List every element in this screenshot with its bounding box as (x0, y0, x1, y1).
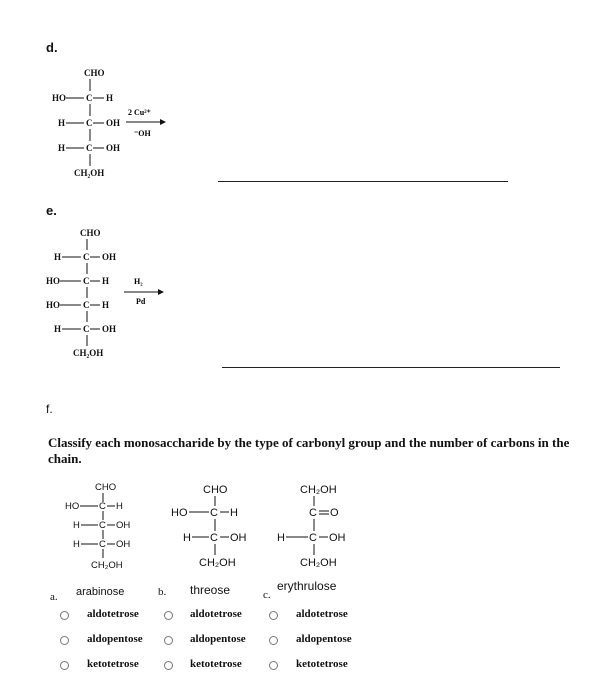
option-c-aldopentose[interactable]: aldopentose (296, 633, 352, 645)
name-erythrulose: erythrulose (277, 579, 337, 593)
d-reagent-top: 2 Cu²⁺ (128, 108, 151, 117)
radio-b-aldotetrose[interactable] (164, 611, 173, 620)
radio-a-aldopentose[interactable] (60, 636, 69, 645)
svg-text:OH: OH (329, 532, 346, 544)
svg-text:CHO: CHO (95, 482, 117, 493)
svg-text:CH₂OH: CH₂OH (91, 560, 123, 571)
structure-c (272, 480, 372, 580)
svg-text:HO: HO (65, 501, 80, 512)
svg-text:C: C (86, 93, 93, 103)
svg-text:H: H (116, 501, 123, 512)
name-threose: threose (190, 583, 231, 597)
svg-text:C: C (83, 324, 90, 334)
svg-text:H: H (54, 252, 62, 262)
section-f-label: f. (46, 402, 53, 416)
option-a-ketotetrose[interactable]: ketotetrose (87, 658, 139, 670)
svg-text:HO: HO (52, 93, 67, 103)
section-d-label: d. (46, 40, 58, 55)
option-b-aldopentose[interactable]: aldopentose (190, 633, 246, 645)
svg-text:OH: OH (116, 539, 131, 550)
svg-text:C: C (309, 507, 317, 519)
svg-text:OH: OH (102, 324, 117, 334)
svg-text:OH: OH (106, 143, 121, 153)
svg-text:H: H (102, 276, 110, 286)
structure-a (55, 478, 155, 578)
svg-text:H: H (277, 532, 285, 544)
answer-line-e[interactable] (222, 367, 560, 368)
svg-text:C: C (86, 118, 93, 128)
svg-text:CH₂OH: CH₂OH (300, 484, 337, 496)
radio-c-ketotetrose[interactable] (269, 661, 278, 670)
svg-text:H: H (73, 520, 80, 531)
svg-text:C: C (99, 539, 106, 550)
e-bottom-group: CH₂OH (73, 348, 104, 358)
svg-text:C: C (309, 532, 317, 544)
svg-text:OH: OH (106, 118, 121, 128)
option-b-ketotetrose[interactable]: ketotetrose (190, 658, 242, 670)
letter-a: a. (50, 591, 58, 603)
radio-c-aldopentose[interactable] (269, 636, 278, 645)
radio-a-aldotetrose[interactable] (60, 611, 69, 620)
section-e-label: e. (46, 203, 57, 218)
svg-text:H: H (54, 324, 62, 334)
option-a-aldotetrose[interactable]: aldotetrose (87, 608, 139, 620)
d-bottom-group: CH₂OH (74, 168, 105, 178)
svg-text:CH₂OH: CH₂OH (300, 557, 337, 569)
svg-text:H: H (73, 539, 80, 550)
radio-b-aldopentose[interactable] (164, 636, 173, 645)
e-top-group: CHO (80, 228, 101, 238)
letter-c: c. (263, 589, 271, 601)
option-c-aldotetrose[interactable]: aldotetrose (296, 608, 348, 620)
svg-text:H: H (58, 143, 66, 153)
svg-text:OH: OH (102, 252, 117, 262)
e-reagent-bottom: Pd (136, 297, 146, 306)
svg-text:C: C (83, 276, 90, 286)
svg-text:OH: OH (116, 520, 131, 531)
d-reagent-bottom: ⁻OH (134, 129, 151, 138)
svg-text:OH: OH (230, 532, 247, 544)
e-reagent-top: H₂ (134, 277, 143, 286)
structure-b (165, 480, 275, 580)
answer-line-d[interactable] (218, 181, 508, 182)
svg-text:C: C (210, 532, 218, 544)
svg-text:H: H (106, 93, 114, 103)
svg-text:H: H (58, 118, 66, 128)
name-arabinose: arabinose (76, 586, 125, 598)
option-b-aldotetrose[interactable]: aldotetrose (190, 608, 242, 620)
option-c-ketotetrose[interactable]: ketotetrose (296, 658, 348, 670)
option-a-aldopentose[interactable]: aldopentose (87, 633, 143, 645)
svg-text:HO: HO (46, 276, 61, 286)
svg-text:C: C (99, 501, 106, 512)
structure-d (40, 60, 180, 190)
svg-text:C: C (99, 520, 106, 531)
svg-text:C: C (83, 300, 90, 310)
svg-text:H: H (183, 532, 191, 544)
svg-text:HO: HO (171, 507, 188, 519)
svg-text:H: H (102, 300, 110, 310)
radio-a-ketotetrose[interactable] (60, 661, 69, 670)
d-top-group: CHO (84, 68, 105, 78)
radio-b-ketotetrose[interactable] (164, 661, 173, 670)
svg-text:H: H (230, 507, 238, 519)
svg-text:CHO: CHO (203, 484, 228, 496)
letter-b: b. (158, 586, 167, 598)
structure-e (40, 222, 190, 362)
svg-text:C: C (210, 507, 218, 519)
svg-text:CH₂OH: CH₂OH (199, 557, 236, 569)
svg-text:C: C (86, 143, 93, 153)
question-text: Classify each monosaccharide by the type of carbonyl group and the number of carbons in the chain. (48, 435, 570, 466)
radio-c-aldotetrose[interactable] (269, 611, 278, 620)
svg-text:C: C (83, 252, 90, 262)
svg-text:HO: HO (46, 300, 61, 310)
svg-text:O: O (330, 507, 339, 519)
